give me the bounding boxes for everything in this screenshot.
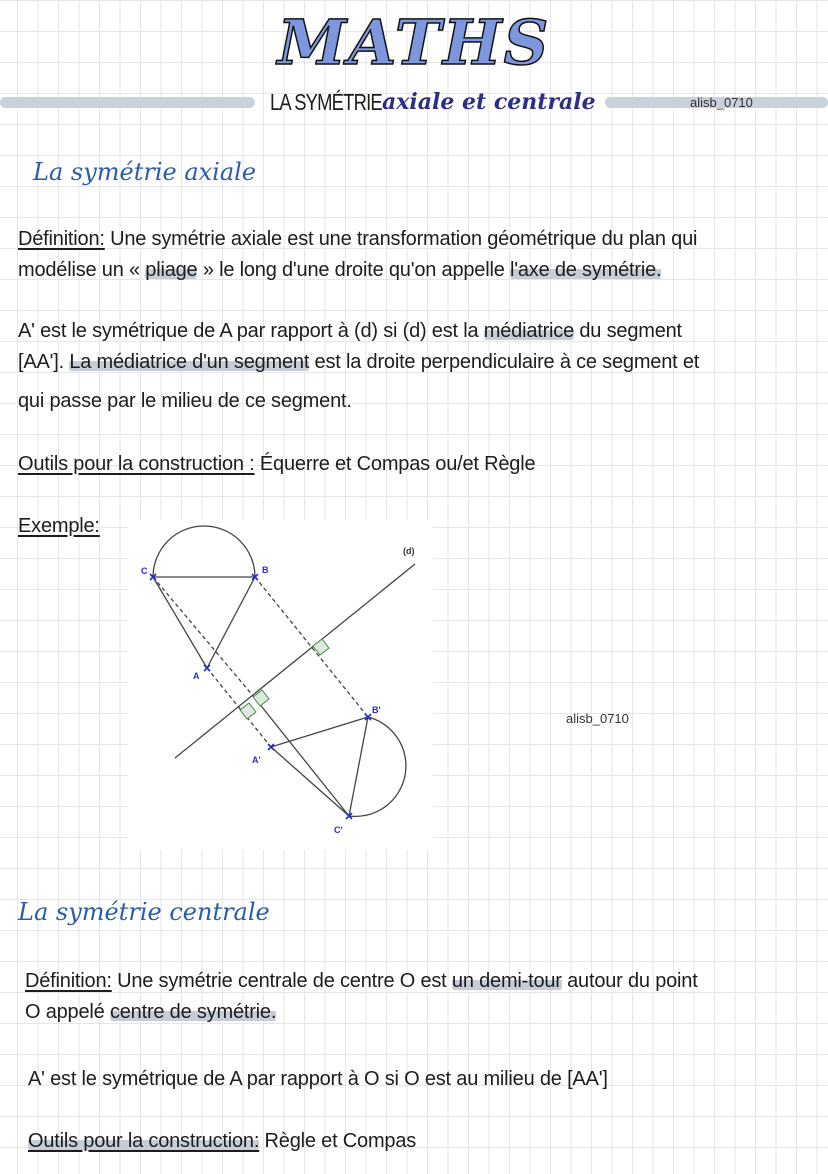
definition-line [25, 1001, 276, 1024]
header-bar-left [0, 97, 255, 108]
label-c: C [141, 566, 148, 576]
text: A' est le symétrique de A par rapport à (d) si (d) est la [18, 320, 484, 342]
highlight: un demi-tour [451, 970, 562, 992]
highlight: La médiatrice d'un segment [69, 351, 310, 373]
paragraph-line [18, 320, 682, 343]
segment-b2c2 [349, 717, 368, 816]
point-a-marker [204, 665, 210, 671]
tools-line [18, 453, 535, 476]
watermark: alisb_0710 [566, 711, 629, 726]
definition-line [25, 970, 698, 993]
definition-label: Définition: [25, 970, 112, 992]
definition-line [18, 259, 661, 282]
figure-svg [128, 520, 433, 850]
author-tag: alisb_0710 [690, 95, 753, 110]
definition-label: Définition: [18, 228, 105, 250]
definition-line [18, 228, 697, 251]
right-angle-mark [313, 639, 329, 655]
tools-label: Outils pour la construction: [28, 1130, 260, 1152]
segment-b2a2 [271, 717, 368, 747]
text: » le long d'une droite qu'on appelle [197, 259, 510, 281]
tools-label: Outils pour la construction : [18, 453, 255, 475]
label-c2: C' [334, 825, 343, 835]
text: Règle et Compas [259, 1130, 417, 1152]
arc-b2c2 [349, 717, 406, 816]
page-title: MATHS [277, 6, 551, 79]
segment-ba [207, 577, 255, 668]
text: Équerre et Compas ou/et Règle [254, 453, 536, 475]
segment-ca [153, 577, 207, 668]
label-a: A [193, 671, 200, 681]
text: Une symétrie axiale est une transformation géométrique du plan qui [104, 228, 698, 250]
label-b2: B' [372, 705, 381, 715]
label-d: (d) [403, 546, 415, 556]
section-heading-axiale: La symétrie axiale [33, 158, 257, 186]
highlight: centre de symétrie. [109, 1001, 277, 1023]
text: autour du point [561, 970, 698, 992]
text: du segment [574, 320, 682, 342]
segment-a2c2 [271, 747, 349, 816]
label-b: B [262, 565, 269, 575]
label-a2: A' [252, 755, 261, 765]
highlight: médiatrice [483, 320, 575, 342]
right-angle-mark [240, 703, 256, 719]
text: Une symétrie centrale de centre O est [111, 970, 452, 992]
section-heading-centrale: La symétrie centrale [18, 898, 270, 926]
example-label: Exemple: [18, 515, 100, 537]
tools-line [28, 1130, 416, 1153]
text: modélise un « [18, 259, 146, 281]
highlight: l'axe de symétrie. [509, 259, 662, 281]
arc-cb [153, 526, 255, 577]
dashed-cc2 [153, 577, 254, 697]
text: est la droite perpendiculaire à ce segment et [309, 351, 700, 373]
subtitle-plain: LA SYMÉTRIE [270, 89, 382, 115]
highlight: pliage [145, 259, 198, 281]
text: O appelé [25, 1001, 110, 1023]
paragraph-line [18, 351, 699, 374]
subtitle [270, 89, 596, 116]
symmetry-figure [128, 520, 433, 850]
text: [AA']. [18, 351, 70, 373]
subtitle-script: axiale et centrale [382, 89, 596, 115]
paragraph-line: qui passe par le milieu de ce segment. [18, 390, 352, 412]
segment-cc2-end [254, 697, 349, 816]
paragraph-line: A' est le symétrique de A par rapport à O si O est au milieu de [AA'] [28, 1068, 608, 1090]
